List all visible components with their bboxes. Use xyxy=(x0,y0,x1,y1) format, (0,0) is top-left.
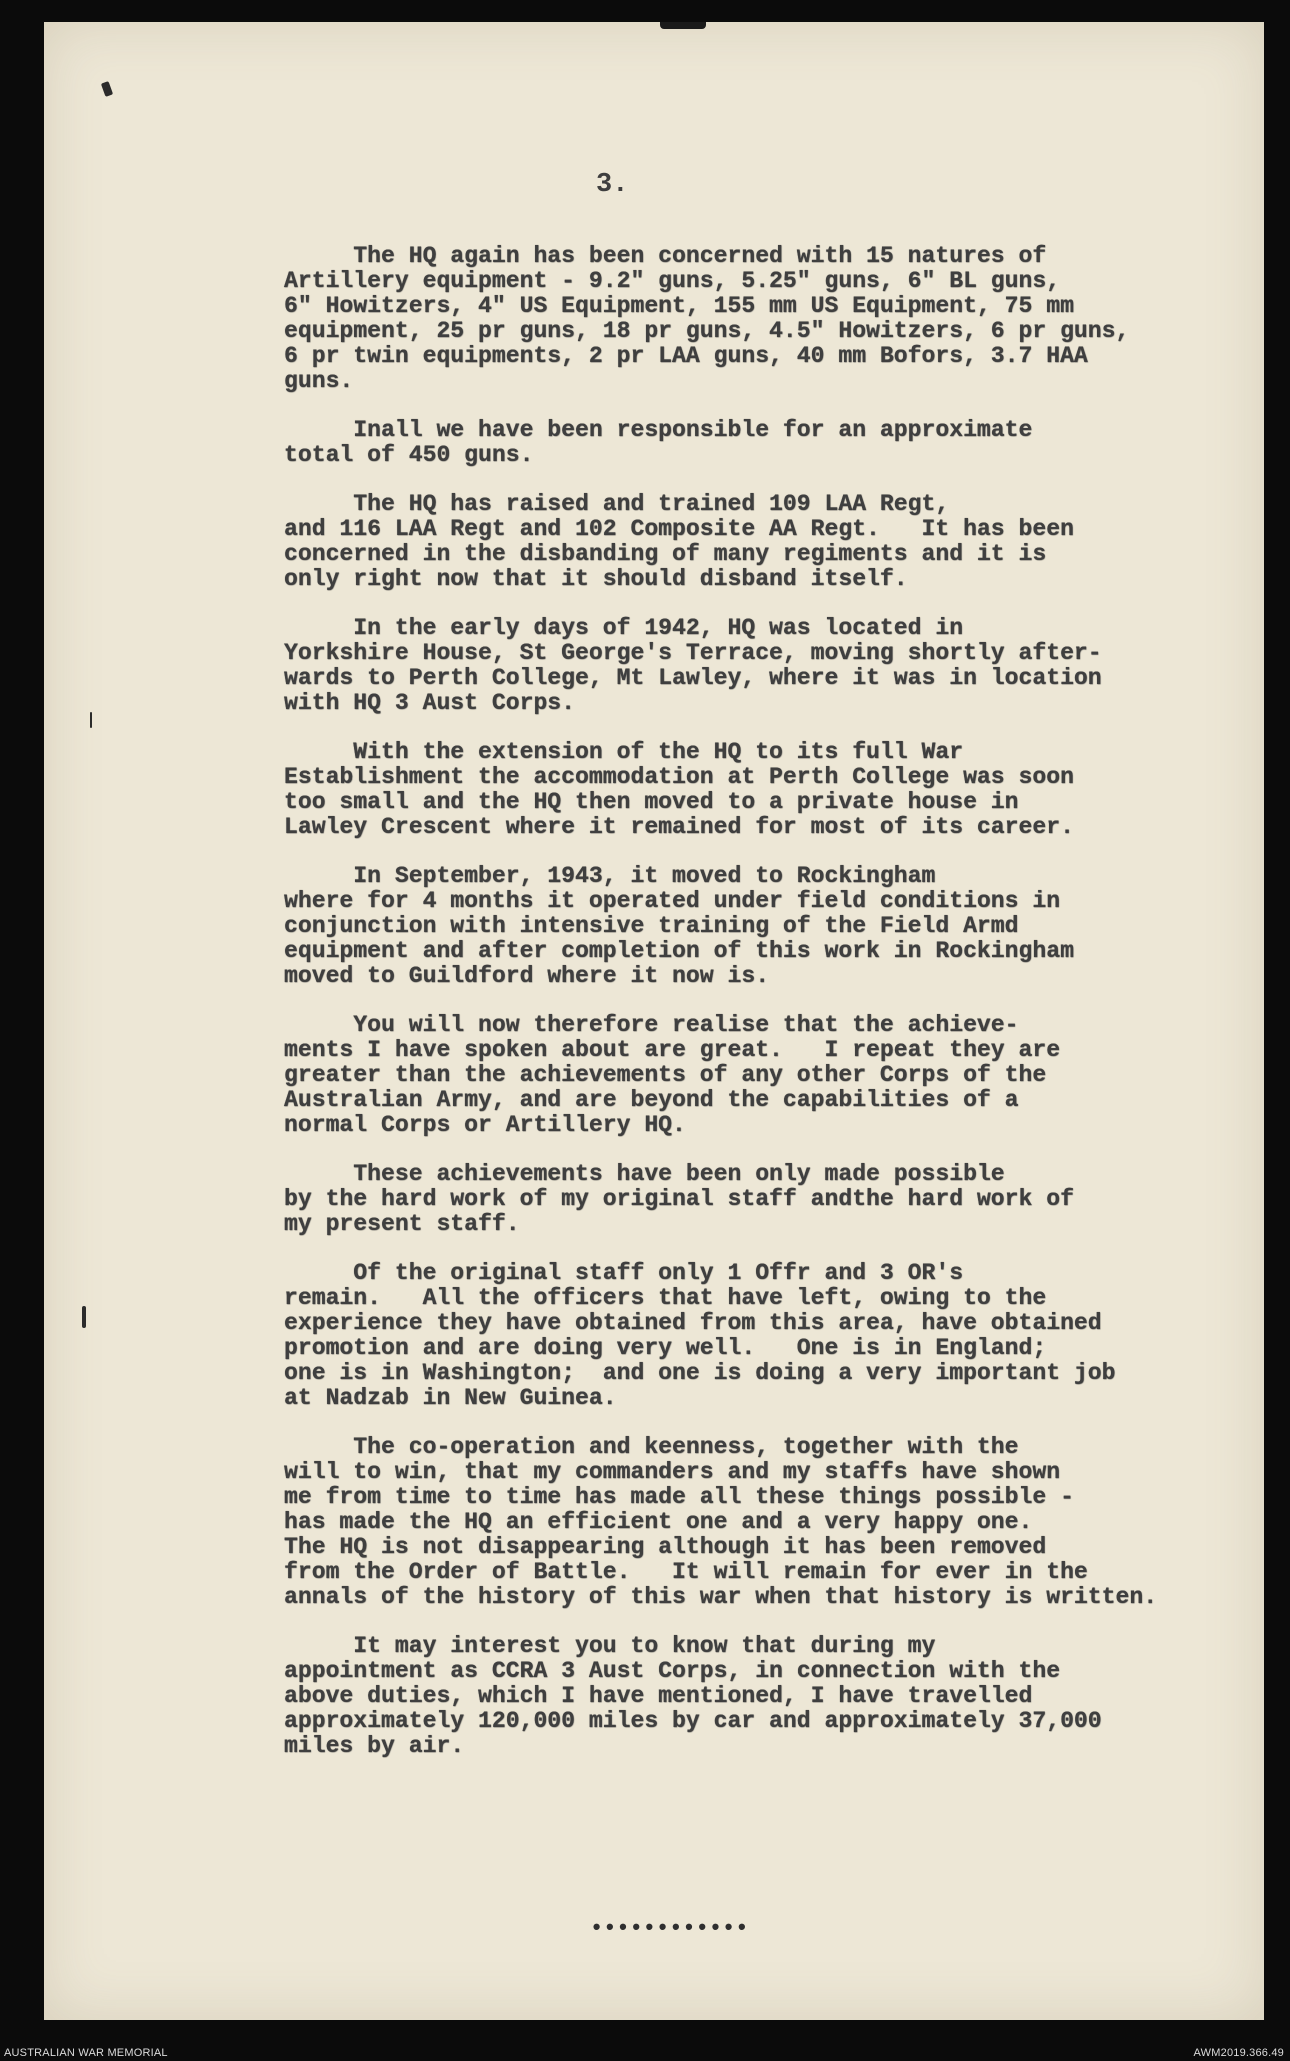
text-line: at Nadzab in New Guinea. xyxy=(284,1385,617,1411)
paragraph xyxy=(284,864,1234,989)
text-line: experience they have obtained from this area, have obtained xyxy=(284,1310,1102,1336)
paragraph xyxy=(284,418,1234,468)
paragraph xyxy=(284,244,1234,394)
binding-tab xyxy=(660,22,706,29)
end-mark: •••••••••••• xyxy=(590,1916,749,1941)
text-line: moved to Guildford where it now is. xyxy=(284,963,770,989)
text-line: Yorkshire House, St George's Terrace, moving shortly after- xyxy=(284,640,1102,666)
footer-record-id: AWM2019.366.49 xyxy=(1193,2047,1284,2059)
text-line: Of the original staff only 1 Offr and 3 OR's xyxy=(284,1260,964,1286)
page-number: 3. xyxy=(596,170,629,200)
text-line: promotion and are doing very well. One is in England; xyxy=(284,1335,1047,1361)
text-line: Lawley Crescent where it remained for most of its career. xyxy=(284,814,1074,840)
paragraph xyxy=(284,1013,1234,1138)
text-line: ments I have spoken about are great. I repeat they are xyxy=(284,1037,1061,1063)
text-line: where for 4 months it operated under field conditions in xyxy=(284,888,1061,914)
footer-archive-name: AUSTRALIAN WAR MEMORIAL xyxy=(4,2047,168,2059)
text-line: concerned in the disbanding of many regiments and it is xyxy=(284,541,1047,567)
text-line: In September, 1943, it moved to Rockingham xyxy=(284,863,936,889)
text-line: greater than the achievements of any other Corps of the xyxy=(284,1062,1047,1088)
text-line: my present staff. xyxy=(284,1211,520,1237)
typed-body xyxy=(284,244,1234,1783)
text-line: too small and the HQ then moved to a private house in xyxy=(284,789,1019,815)
text-line: Inall we have been responsible for an approximate xyxy=(284,417,1033,443)
text-line: Australian Army, and are beyond the capabilities of a xyxy=(284,1087,1019,1113)
paragraph xyxy=(284,740,1234,840)
text-line: The HQ is not disappearing although it has been removed xyxy=(284,1534,1047,1560)
text-line: equipment and after completion of this work in Rockingham xyxy=(284,938,1074,964)
text-line: wards to Perth College, Mt Lawley, where it was in location xyxy=(284,665,1102,691)
text-line: In the early days of 1942, HQ was located in xyxy=(284,615,964,641)
paragraph xyxy=(284,1435,1234,1610)
text-line: approximately 120,000 miles by car and approximately 37,000 xyxy=(284,1708,1102,1734)
text-line: from the Order of Battle. It will remain for ever in the xyxy=(284,1559,1088,1585)
paragraph xyxy=(284,1261,1234,1411)
text-line: Establishment the accommodation at Perth College was soon xyxy=(284,764,1074,790)
punch-mark-middle xyxy=(90,712,92,728)
text-line: 6" Howitzers, 4" US Equipment, 155 mm US Equipment, 75 mm xyxy=(284,293,1074,319)
text-line: Artillery equipment - 9.2" guns, 5.25" guns, 6" BL guns, xyxy=(284,268,1061,294)
text-line: miles by air. xyxy=(284,1733,465,1759)
text-line: remain. All the officers that have left, owing to the xyxy=(284,1285,1047,1311)
text-line: will to win, that my commanders and my staffs have shown xyxy=(284,1459,1061,1485)
text-line: The HQ again has been concerned with 15 natures of xyxy=(284,243,1047,269)
text-line: equipment, 25 pr guns, 18 pr guns, 4.5" Howitzers, 6 pr guns, xyxy=(284,318,1130,344)
text-line: These achievements have been only made possible xyxy=(284,1161,1005,1187)
text-line: total of 450 guns. xyxy=(284,442,534,468)
paragraph xyxy=(284,1162,1234,1237)
text-line: 6 pr twin equipments, 2 pr LAA guns, 40 mm Bofors, 3.7 HAA xyxy=(284,343,1088,369)
text-line: has made the HQ an efficient one and a very happy one. xyxy=(284,1509,1033,1535)
text-line: one is in Washington; and one is doing a very important job xyxy=(284,1360,1116,1386)
text-line: only right now that it should disband itself. xyxy=(284,566,908,592)
text-line: and 116 LAA Regt and 102 Composite AA Regt. It has been xyxy=(284,516,1074,542)
text-line: normal Corps or Artillery HQ. xyxy=(284,1112,686,1138)
text-line: by the hard work of my original staff andthe hard work of xyxy=(284,1186,1074,1212)
text-line: with HQ 3 Aust Corps. xyxy=(284,690,576,716)
text-line: The HQ has raised and trained 109 LAA Regt, xyxy=(284,491,950,517)
text-line: With the extension of the HQ to its full War xyxy=(284,739,964,765)
text-line: me from time to time has made all these things possible - xyxy=(284,1484,1074,1510)
text-line: appointment as CCRA 3 Aust Corps, in connection with the xyxy=(284,1658,1061,1684)
text-line: above duties, which I have mentioned, I have travelled xyxy=(284,1683,1033,1709)
punch-mark-lower xyxy=(82,1306,86,1328)
paragraph xyxy=(284,616,1234,716)
paragraph xyxy=(284,492,1234,592)
text-line: guns. xyxy=(284,368,354,394)
text-line: It may interest you to know that during my xyxy=(284,1633,936,1659)
text-line: conjunction with intensive training of the Field Armd xyxy=(284,913,1019,939)
text-line: You will now therefore realise that the achieve- xyxy=(284,1012,1019,1038)
paragraph xyxy=(284,1634,1234,1759)
text-line: annals of the history of this war when that history is written. xyxy=(284,1584,1158,1610)
text-line: The co-operation and keenness, together with the xyxy=(284,1434,1019,1460)
